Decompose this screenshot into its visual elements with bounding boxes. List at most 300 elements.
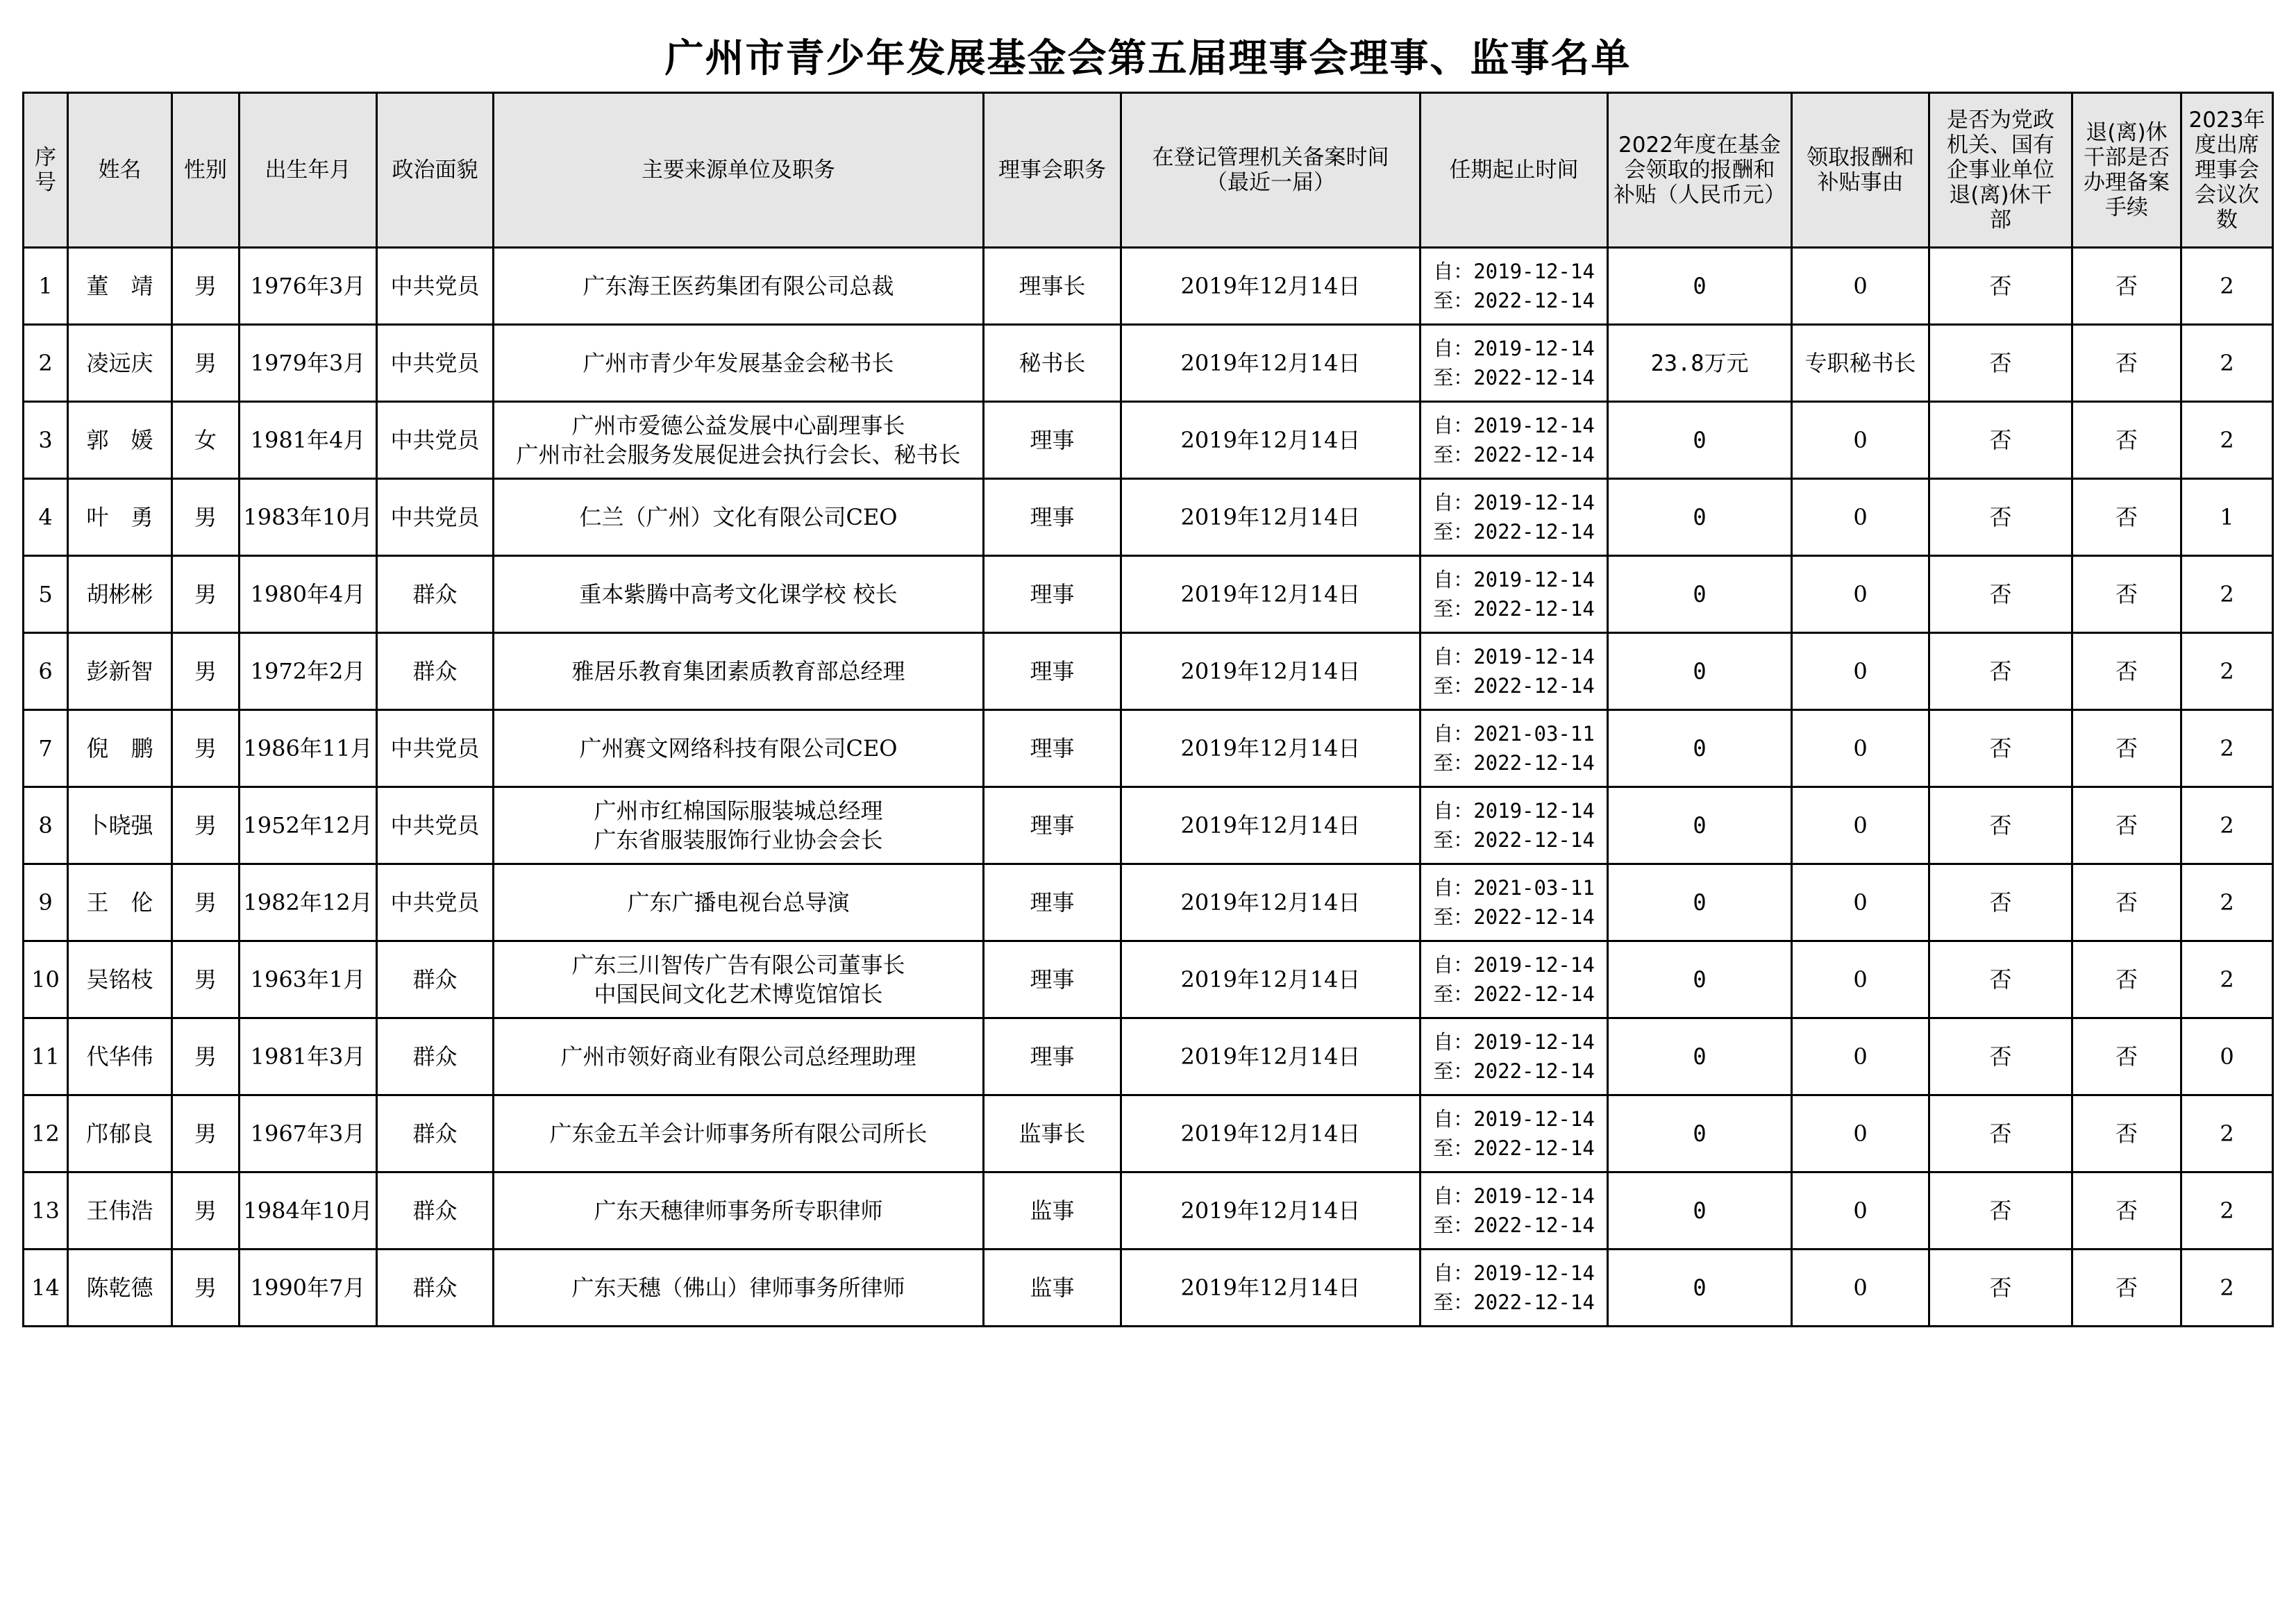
term-start: 自：2021-03-11: [1433, 876, 1595, 900]
cell-name: 代华伟: [68, 1018, 172, 1095]
cell-role: 理事: [984, 864, 1121, 941]
col-header-pay: [1608, 93, 1792, 248]
table-row: [24, 633, 2273, 710]
cell-pay: 0: [1608, 787, 1792, 864]
cell-pay: 0: [1608, 1250, 1792, 1327]
cell-birth: 1990年7月: [240, 1250, 377, 1327]
cell-filed: 2019年12月14日: [1121, 402, 1421, 479]
table-row: [24, 941, 2273, 1018]
term-end: 至：2022-12-14: [1433, 905, 1595, 929]
term-end: 至：2022-12-14: [1433, 751, 1595, 775]
cell-reason: 0: [1792, 710, 1929, 787]
cell-term: [1421, 479, 1608, 556]
cell-gender: 男: [172, 710, 240, 787]
cell-unit: [494, 633, 984, 710]
cell-gender: 男: [172, 864, 240, 941]
cell-retired: 否: [1929, 1250, 2072, 1327]
cell-pay: 0: [1608, 941, 1792, 1018]
cell-retired: 否: [1929, 479, 2072, 556]
cell-retired: 否: [1929, 710, 2072, 787]
cell-term: [1421, 402, 1608, 479]
cell-meetings: 2: [2181, 941, 2273, 1018]
cell-filing: 否: [2072, 710, 2181, 787]
cell-meetings: 2: [2181, 710, 2273, 787]
cell-reason: 0: [1792, 864, 1929, 941]
cell-political: 中共党员: [377, 325, 494, 402]
header-line: 干部是否: [2084, 145, 2170, 170]
unit-line: 重本紫腾中高考文化课学校 校长: [579, 581, 898, 607]
term-start: 自：2019-12-14: [1433, 568, 1595, 591]
cell-filing: 否: [2072, 248, 2181, 325]
cell-birth: 1976年3月: [240, 248, 377, 325]
header-line: 理事会职务: [998, 158, 1106, 183]
cell-unit: [494, 1095, 984, 1172]
unit-line: 广东天穗律师事务所专职律师: [594, 1197, 883, 1224]
term-end: 至：2022-12-14: [1433, 1213, 1595, 1237]
cell-term: [1421, 556, 1608, 633]
cell-meetings: 2: [2181, 556, 2273, 633]
header-line: 度出席: [2195, 133, 2259, 158]
col-header-reason: [1792, 93, 1929, 248]
cell-role: 理事: [984, 633, 1121, 710]
header-line: 领取报酬和: [1807, 145, 1914, 170]
table-row: [24, 1172, 2273, 1250]
cell-pay: 0: [1608, 248, 1792, 325]
table-row: [24, 1250, 2273, 1327]
header-line: 政治面貌: [392, 158, 478, 183]
cell-term: [1421, 710, 1608, 787]
cell-term: [1421, 1018, 1608, 1095]
cell-term: [1421, 864, 1608, 941]
term-end: 至：2022-12-14: [1433, 982, 1595, 1006]
header-line: 理事会: [2195, 158, 2259, 183]
cell-filed: 2019年12月14日: [1121, 864, 1421, 941]
cell-gender: 女: [172, 402, 240, 479]
cell-gender: 男: [172, 1018, 240, 1095]
cell-retired: 否: [1929, 248, 2072, 325]
unit-line: 广州市社会服务发展促进会执行会长、秘书长: [516, 442, 961, 468]
cell-no: 9: [24, 864, 68, 941]
term-start: 自：2019-12-14: [1433, 1030, 1595, 1054]
cell-name: 王 伦: [68, 864, 172, 941]
cell-unit: [494, 1018, 984, 1095]
cell-pay: 0: [1608, 1172, 1792, 1250]
term-end: 至：2022-12-14: [1433, 1136, 1595, 1160]
cell-political: 中共党员: [377, 787, 494, 864]
term-start: 自：2019-12-14: [1433, 1184, 1595, 1208]
unit-line: 仁兰（广州）文化有限公司CEO: [579, 504, 898, 530]
cell-reason: 0: [1792, 941, 1929, 1018]
cell-no: 13: [24, 1172, 68, 1250]
header-line: 办理备案: [2084, 170, 2170, 195]
cell-role: 理事: [984, 787, 1121, 864]
term-end: 至：2022-12-14: [1433, 520, 1595, 544]
cell-term: [1421, 1095, 1608, 1172]
unit-line: 广东广播电视台总导演: [627, 889, 850, 916]
cell-political: 群众: [377, 633, 494, 710]
cell-no: 14: [24, 1250, 68, 1327]
cell-reason: 0: [1792, 402, 1929, 479]
cell-political: 中共党员: [377, 479, 494, 556]
cell-gender: 男: [172, 325, 240, 402]
cell-gender: 男: [172, 556, 240, 633]
cell-no: 7: [24, 710, 68, 787]
cell-meetings: 2: [2181, 248, 2273, 325]
cell-unit: [494, 479, 984, 556]
cell-filed: 2019年12月14日: [1121, 556, 1421, 633]
cell-name: 董 靖: [68, 248, 172, 325]
cell-term: [1421, 787, 1608, 864]
cell-unit: [494, 325, 984, 402]
header-line: 会领取的报酬和: [1624, 158, 1775, 183]
term-start: 自：2019-12-14: [1433, 414, 1595, 437]
table-row: [24, 248, 2273, 325]
cell-no: 5: [24, 556, 68, 633]
header-line: 2022年度在基金: [1618, 133, 1781, 158]
board-roster-table: [22, 92, 2274, 1327]
cell-retired: 否: [1929, 941, 2072, 1018]
cell-pay: 0: [1608, 556, 1792, 633]
cell-retired: 否: [1929, 1172, 2072, 1250]
cell-unit: [494, 864, 984, 941]
cell-unit: [494, 787, 984, 864]
cell-name: 邝郁良: [68, 1095, 172, 1172]
cell-retired: 否: [1929, 864, 2072, 941]
cell-reason: 0: [1792, 556, 1929, 633]
cell-pay: 0: [1608, 1095, 1792, 1172]
cell-filing: 否: [2072, 556, 2181, 633]
header-line: 主要来源单位及职务: [642, 158, 835, 183]
cell-political: 中共党员: [377, 710, 494, 787]
unit-line: 中国民间文化艺术博览馆馆长: [594, 981, 883, 1007]
cell-political: 群众: [377, 1172, 494, 1250]
cell-name: 胡彬彬: [68, 556, 172, 633]
cell-meetings: 2: [2181, 1172, 2273, 1250]
cell-birth: 1963年1月: [240, 941, 377, 1018]
cell-filed: 2019年12月14日: [1121, 710, 1421, 787]
table-row: [24, 479, 2273, 556]
header-line: 2023年: [2188, 108, 2265, 133]
cell-pay: 0: [1608, 1018, 1792, 1095]
cell-no: 1: [24, 248, 68, 325]
cell-birth: 1980年4月: [240, 556, 377, 633]
term-end: 至：2022-12-14: [1433, 289, 1595, 312]
cell-no: 2: [24, 325, 68, 402]
cell-filed: 2019年12月14日: [1121, 248, 1421, 325]
unit-line: 雅居乐教育集团素质教育部总经理: [571, 658, 905, 684]
cell-pay: 0: [1608, 633, 1792, 710]
cell-filing: 否: [2072, 633, 2181, 710]
unit-line: 广东省服装服饰行业协会会长: [594, 827, 883, 853]
term-start: 自：2019-12-14: [1433, 953, 1595, 977]
cell-no: 10: [24, 941, 68, 1018]
cell-retired: 否: [1929, 1095, 2072, 1172]
cell-reason: 0: [1792, 787, 1929, 864]
cell-gender: 男: [172, 1095, 240, 1172]
cell-name: 倪 鹏: [68, 710, 172, 787]
cell-role: 秘书长: [984, 325, 1121, 402]
cell-birth: 1967年3月: [240, 1095, 377, 1172]
cell-reason: 0: [1792, 633, 1929, 710]
header-line: 手续: [2105, 195, 2148, 220]
page-title: 广州市青少年发展基金会第五届理事会理事、监事名单: [664, 35, 1632, 81]
cell-birth: 1982年12月: [240, 864, 377, 941]
cell-unit: [494, 710, 984, 787]
cell-filing: 否: [2072, 402, 2181, 479]
cell-birth: 1981年3月: [240, 1018, 377, 1095]
table-row: [24, 402, 2273, 479]
term-start: 自：2019-12-14: [1433, 645, 1595, 668]
cell-retired: 否: [1929, 633, 2072, 710]
cell-filing: 否: [2072, 1095, 2181, 1172]
cell-meetings: 2: [2181, 325, 2273, 402]
cell-filing: 否: [2072, 1172, 2181, 1250]
cell-role: 理事: [984, 556, 1121, 633]
cell-political: 群众: [377, 941, 494, 1018]
cell-pay: 0: [1608, 710, 1792, 787]
cell-term: [1421, 1250, 1608, 1327]
cell-unit: [494, 1250, 984, 1327]
cell-filing: 否: [2072, 325, 2181, 402]
term-start: 自：2019-12-14: [1433, 337, 1595, 360]
term-start: 自：2019-12-14: [1433, 799, 1595, 823]
header-line: 性别: [184, 158, 227, 183]
header-line: 在登记管理机关备案时间: [1152, 145, 1389, 170]
cell-birth: 1986年11月: [240, 710, 377, 787]
cell-term: [1421, 1172, 1608, 1250]
cell-no: 3: [24, 402, 68, 479]
cell-role: 监事: [984, 1172, 1121, 1250]
col-header-retired: [1929, 93, 2072, 248]
cell-filed: 2019年12月14日: [1121, 1095, 1421, 1172]
cell-filed: 2019年12月14日: [1121, 325, 1421, 402]
table-row: [24, 1018, 2273, 1095]
cell-no: 8: [24, 787, 68, 864]
cell-unit: [494, 556, 984, 633]
col-header-role: [984, 93, 1121, 248]
cell-gender: 男: [172, 248, 240, 325]
col-header-name: [68, 93, 172, 248]
cell-pay: 0: [1608, 479, 1792, 556]
header-line: 会议次: [2195, 183, 2259, 208]
cell-meetings: 2: [2181, 787, 2273, 864]
header-line: 补贴（人民币元）: [1614, 183, 1786, 208]
cell-meetings: 2: [2181, 1250, 2273, 1327]
term-end: 至：2022-12-14: [1433, 366, 1595, 389]
cell-filed: 2019年12月14日: [1121, 1172, 1421, 1250]
table-row: [24, 864, 2273, 941]
cell-name: 陈乾德: [68, 1250, 172, 1327]
cell-birth: 1979年3月: [240, 325, 377, 402]
cell-political: 群众: [377, 1250, 494, 1327]
cell-meetings: 2: [2181, 402, 2273, 479]
cell-name: 郭 媛: [68, 402, 172, 479]
cell-reason: 0: [1792, 1095, 1929, 1172]
term-end: 至：2022-12-14: [1433, 1290, 1595, 1314]
term-start: 自：2019-12-14: [1433, 1107, 1595, 1131]
header-line: （最近一届）: [1206, 170, 1335, 195]
unit-line: 广东三川智传广告有限公司董事长: [571, 952, 905, 978]
table-row: [24, 710, 2273, 787]
cell-role: 监事: [984, 1250, 1121, 1327]
cell-filed: 2019年12月14日: [1121, 941, 1421, 1018]
cell-term: [1421, 248, 1608, 325]
cell-no: 12: [24, 1095, 68, 1172]
cell-political: 群众: [377, 556, 494, 633]
term-start: 自：2021-03-11: [1433, 722, 1595, 746]
cell-role: 监事长: [984, 1095, 1121, 1172]
header-line: 部: [1990, 208, 2011, 233]
header-line: 出生年月: [265, 158, 351, 183]
col-header-no: [24, 93, 68, 248]
term-end: 至：2022-12-14: [1433, 597, 1595, 621]
cell-gender: 男: [172, 479, 240, 556]
cell-role: 理事: [984, 402, 1121, 479]
col-header-unit: [494, 93, 984, 248]
cell-reason: 0: [1792, 1172, 1929, 1250]
term-end: 至：2022-12-14: [1433, 1059, 1595, 1083]
table-row: [24, 325, 2273, 402]
cell-filing: 否: [2072, 1250, 2181, 1327]
table-row: [24, 787, 2273, 864]
cell-meetings: 2: [2181, 864, 2273, 941]
col-header-gender: [172, 93, 240, 248]
cell-role: 理事: [984, 941, 1121, 1018]
cell-filing: 否: [2072, 864, 2181, 941]
cell-no: 4: [24, 479, 68, 556]
cell-name: 王伟浩: [68, 1172, 172, 1250]
term-end: 至：2022-12-14: [1433, 443, 1595, 466]
cell-filing: 否: [2072, 941, 2181, 1018]
header-line: 数: [2216, 208, 2238, 233]
cell-gender: 男: [172, 1172, 240, 1250]
cell-filed: 2019年12月14日: [1121, 787, 1421, 864]
term-end: 至：2022-12-14: [1433, 674, 1595, 698]
cell-meetings: 1: [2181, 479, 2273, 556]
cell-filing: 否: [2072, 1018, 2181, 1095]
cell-role: 理事: [984, 479, 1121, 556]
col-header-term: [1421, 93, 1608, 248]
table-row: [24, 556, 2273, 633]
cell-role: 理事: [984, 1018, 1121, 1095]
header-line: 企事业单位: [1947, 158, 2054, 183]
term-start: 自：2019-12-14: [1433, 1261, 1595, 1285]
cell-meetings: 2: [2181, 633, 2273, 710]
cell-term: [1421, 941, 1608, 1018]
cell-pay: 0: [1608, 402, 1792, 479]
unit-line: 广东金五羊会计师事务所有限公司所长: [549, 1120, 928, 1147]
cell-filed: 2019年12月14日: [1121, 633, 1421, 710]
cell-gender: 男: [172, 1250, 240, 1327]
cell-meetings: 2: [2181, 1095, 2273, 1172]
cell-unit: [494, 941, 984, 1018]
header-line: 号: [35, 170, 56, 195]
cell-no: 11: [24, 1018, 68, 1095]
unit-line: 广州市红棉国际服装城总经理: [594, 798, 883, 824]
cell-gender: 男: [172, 941, 240, 1018]
cell-retired: 否: [1929, 1018, 2072, 1095]
cell-unit: [494, 402, 984, 479]
term-end: 至：2022-12-14: [1433, 828, 1595, 852]
header-line: 退(离)休: [2086, 120, 2168, 145]
cell-political: 群众: [377, 1018, 494, 1095]
cell-filed: 2019年12月14日: [1121, 1250, 1421, 1327]
unit-line: 广东天穗（佛山）律师事务所律师: [571, 1275, 905, 1301]
cell-birth: 1983年10月: [240, 479, 377, 556]
cell-name: 彭新智: [68, 633, 172, 710]
cell-unit: [494, 248, 984, 325]
col-header-birth: [240, 93, 377, 248]
cell-meetings: 0: [2181, 1018, 2273, 1095]
header-line: 序: [35, 145, 56, 170]
term-start: 自：2019-12-14: [1433, 491, 1595, 514]
cell-retired: 否: [1929, 402, 2072, 479]
col-header-meetings: [2181, 93, 2273, 248]
cell-reason: 0: [1792, 1250, 1929, 1327]
cell-role: 理事: [984, 710, 1121, 787]
unit-line: 广州市领好商业有限公司总经理助理: [560, 1043, 916, 1070]
header-line: 姓名: [98, 158, 142, 183]
roster-body: [24, 248, 2273, 1327]
cell-retired: 否: [1929, 556, 2072, 633]
unit-line: 广州市爱德公益发展中心副理事长: [571, 412, 905, 439]
cell-term: [1421, 633, 1608, 710]
cell-unit: [494, 1172, 984, 1250]
cell-reason: 0: [1792, 1018, 1929, 1095]
header-line: 任期起止时间: [1449, 158, 1579, 183]
header-line: 补贴事由: [1817, 170, 1904, 195]
header-line: 机关、国有: [1947, 133, 2054, 158]
cell-birth: 1981年4月: [240, 402, 377, 479]
cell-name: 卜晓强: [68, 787, 172, 864]
term-start: 自：2019-12-14: [1433, 260, 1595, 283]
cell-filing: 否: [2072, 479, 2181, 556]
unit-line: 广东海王医药集团有限公司总裁: [583, 273, 894, 299]
cell-name: 吴铭枝: [68, 941, 172, 1018]
cell-term: [1421, 325, 1608, 402]
cell-birth: 1972年2月: [240, 633, 377, 710]
cell-pay: 0: [1608, 864, 1792, 941]
cell-filing: 否: [2072, 787, 2181, 864]
cell-political: 中共党员: [377, 864, 494, 941]
col-header-filing: [2072, 93, 2181, 248]
cell-role: 理事长: [984, 248, 1121, 325]
cell-name: 凌远庆: [68, 325, 172, 402]
col-header-political: [377, 93, 494, 248]
header-line: 退(离)休干: [1949, 183, 2052, 208]
cell-retired: 否: [1929, 325, 2072, 402]
cell-political: 中共党员: [377, 402, 494, 479]
cell-filed: 2019年12月14日: [1121, 1018, 1421, 1095]
header-row: [24, 93, 2273, 248]
cell-name: 叶 勇: [68, 479, 172, 556]
cell-birth: 1952年12月: [240, 787, 377, 864]
col-header-filed: [1121, 93, 1421, 248]
cell-reason: 0: [1792, 479, 1929, 556]
unit-line: 广州赛文网络科技有限公司CEO: [579, 735, 898, 762]
cell-gender: 男: [172, 633, 240, 710]
cell-reason: 专职秘书长: [1792, 325, 1929, 402]
cell-no: 6: [24, 633, 68, 710]
cell-pay: 23.8万元: [1608, 325, 1792, 402]
header-line: 是否为党政: [1947, 108, 2054, 133]
cell-political: 中共党员: [377, 248, 494, 325]
table-row: [24, 1095, 2273, 1172]
cell-filed: 2019年12月14日: [1121, 479, 1421, 556]
cell-gender: 男: [172, 787, 240, 864]
unit-line: 广州市青少年发展基金会秘书长: [583, 350, 894, 376]
cell-retired: 否: [1929, 787, 2072, 864]
